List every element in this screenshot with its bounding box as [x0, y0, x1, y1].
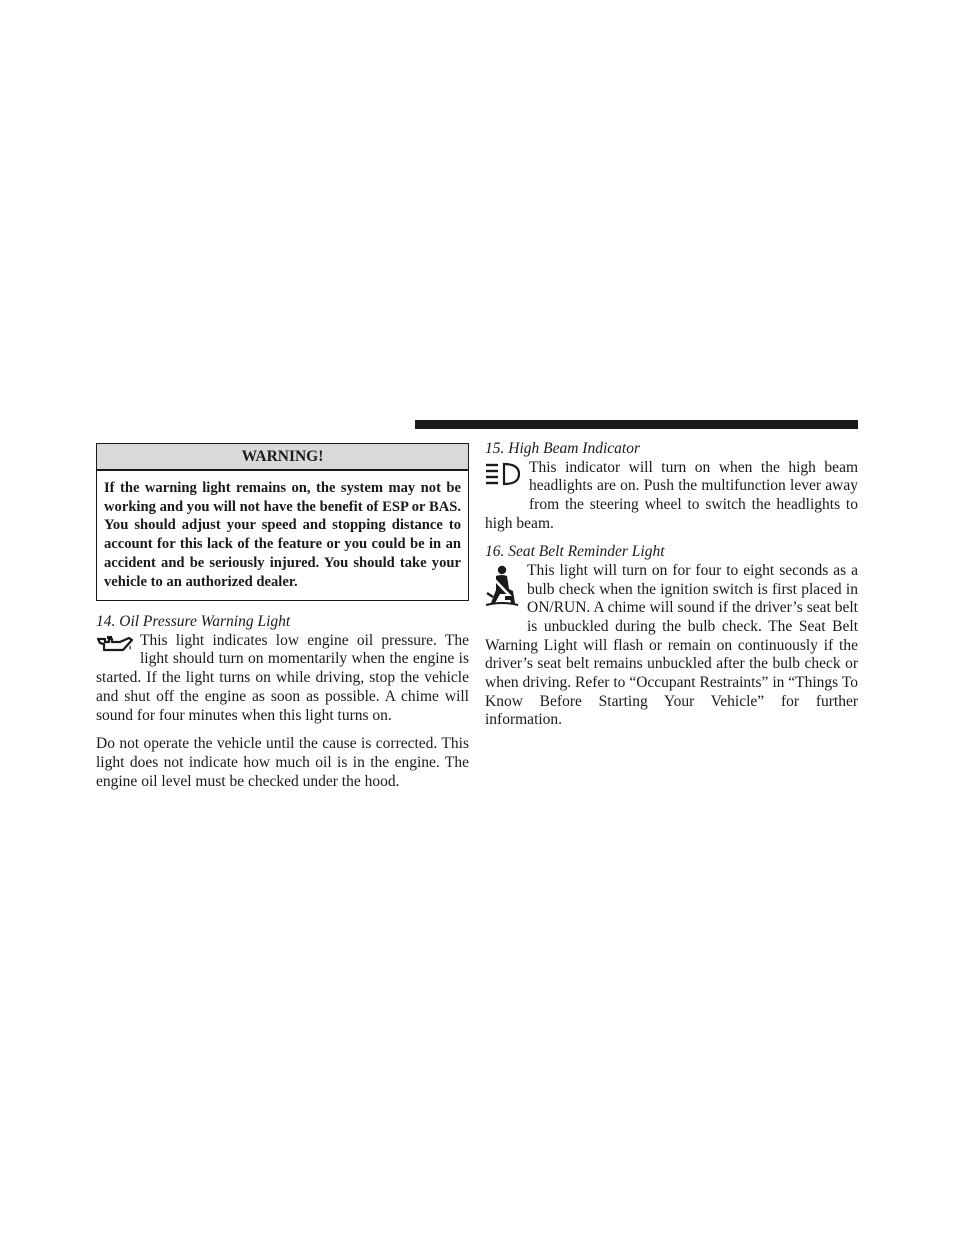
oil-pressure-paragraph-2: Do not operate the vehicle until the cause is corrected. This light does not indicate how much oil is in the engine. The engine oil level must be checked under the hood. [96, 735, 469, 790]
seat-belt-icon [485, 565, 519, 621]
high-beam-heading: 15. High Beam Indicator [485, 440, 640, 457]
section-rule [415, 420, 858, 429]
oil-pressure-heading: 14. Oil Pressure Warning Light [96, 613, 291, 631]
oil-can-icon [96, 633, 134, 669]
oil-pressure-paragraph-1: This light indicates low engine oil pressure. The light should turn on momentarily when the engine is started. If the light turns on while driving, stop the vehicle and shut off the engine as soon as possible. A chime will sound for four minutes when this light turns on. [96, 631, 469, 724]
warning-box [96, 443, 469, 601]
seat-belt-paragraph: This light will turn on for four to eight seconds as a bulb check when the ignition switch is first placed in ON/RUN. A chime will sound if the driver’s seat belt is unbuckled during the bulb check. The Seat Belt Warning Light will flash or remain on continuously if the driver’s seat belt remains unbuckled after the bulb check or when driving. Refer to “Occupant Restraints” in “Things To Know Before Starting Your Vehicle” for further information. [485, 561, 858, 729]
seat-belt-heading: 16. Seat Belt Reminder Light [485, 543, 665, 561]
high-beam-icon [485, 462, 521, 498]
warning-text: If the warning light remains on, the system may not be working and you will not have the benefit of ESP or BAS. You should adjust your speed and stopping distance to account for this lack of the feature or you could be in an accident and be seriously injured. You should take your vehicle to an authorized dealer. [104, 480, 461, 590]
left-column [96, 443, 469, 791]
right-column [485, 440, 858, 730]
warning-title: WARNING! [97, 444, 468, 471]
high-beam-paragraph: This indicator will turn on when the high beam headlights are on. Push the multifunction lever away from the steering wheel to switch the headlights to high beam. [485, 458, 858, 532]
